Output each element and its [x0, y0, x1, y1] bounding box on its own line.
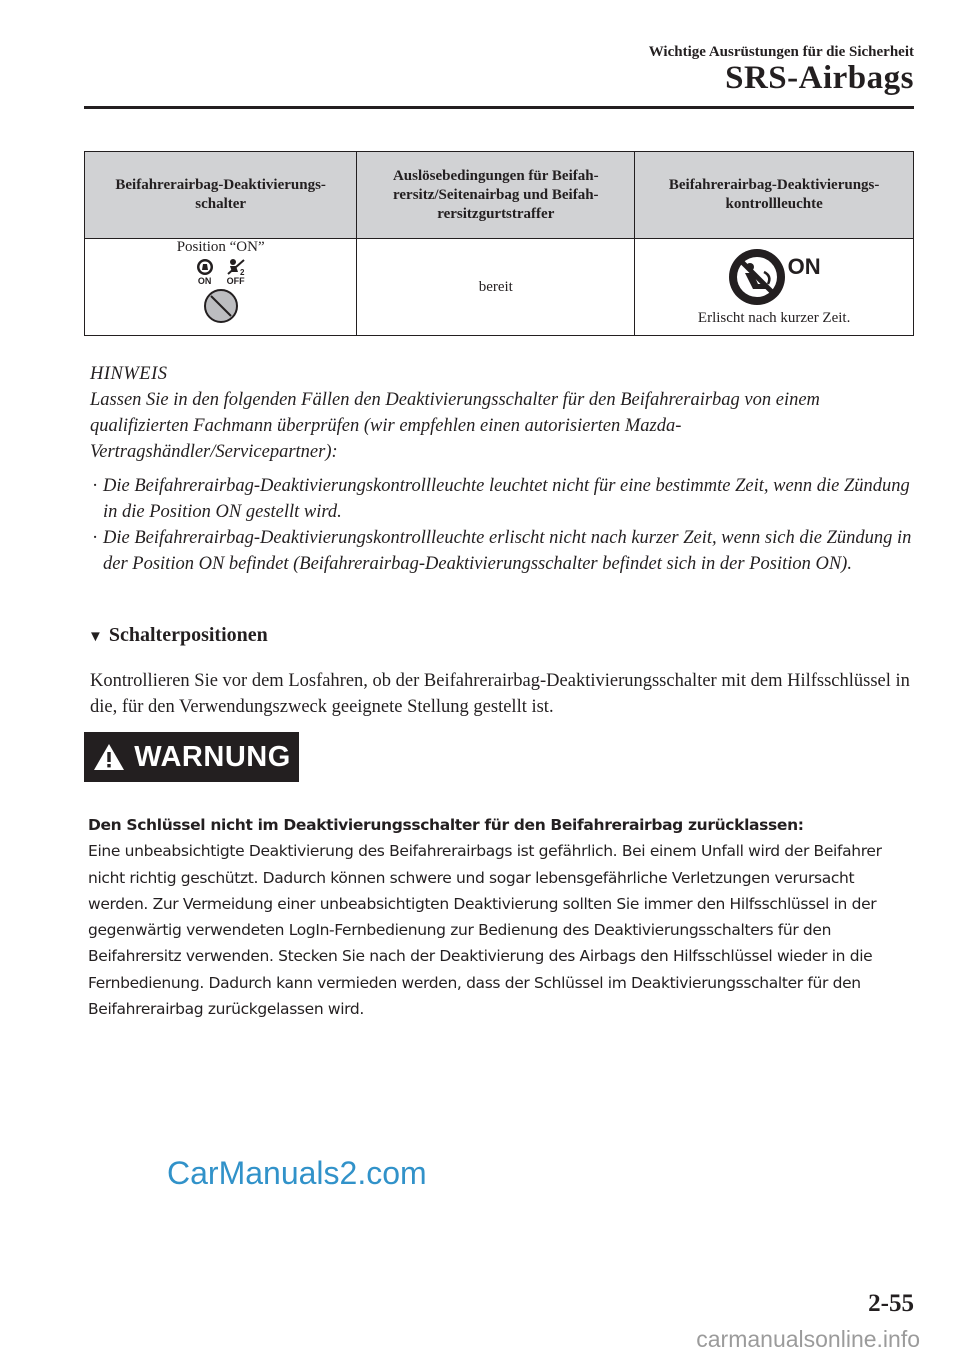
- table-header-indicator: Beifahrerairbag-Deaktivierungs-kontrollleuchte: [635, 152, 914, 239]
- indicator-on-label: ON: [787, 253, 821, 279]
- switch-position-label: Position “ON”: [176, 239, 265, 255]
- note-bullets: [90, 473, 916, 577]
- condition-cell: bereit: [357, 239, 635, 336]
- airbag-on-symbol: [195, 258, 215, 286]
- key-switch-knob-icon: [203, 288, 239, 324]
- airbag-on-icon: [195, 258, 215, 276]
- table-row: [85, 239, 914, 336]
- switch-on-label: ON: [197, 276, 212, 286]
- section-heading-text: Schalterpositionen: [108, 624, 268, 646]
- indicator-note: Erlischt nach kurzer Zeit.: [697, 309, 851, 326]
- warning-label: WARNUNG: [134, 740, 291, 773]
- airbag-off-icon: [225, 258, 247, 276]
- switch-icons: [85, 258, 356, 286]
- warning-body: Eine unbeabsichtigte Deaktivierung des Beifahrerairbags ist gefährlich. Bei einem Unfall wird der Beifahrer nicht richtig geschützt. Dadurch können schwere und sogar lebensgefährliche Verletzungen verursacht werden. Zur Vermeidung einer unbeabsichtigten Deaktivierung sollten Sie immer den Hilfsschlüssel in der gegenwärtig verwendeten LogIn-Fernbedienung zur Bedienung des Deaktivierungsschalters für den Beifahrersitz verwenden. Stecken Sie nach der Deaktivierung des Airbags den Hilfsschlüssel wieder in die Fernbedienung. Dadurch kann vermieden werden, dass der Schlüssel im Deaktivierungsschalter für den Beifahrerairbag zurückgelassen wird.: [88, 842, 882, 1019]
- note-block: [90, 361, 916, 577]
- header-rule: [84, 106, 914, 109]
- list-item: · Die Beifahrerairbag-Deaktivierungskontrollleuchte leuchtet nicht für eine bestimmte Zeit, wenn die Zündung in die Position ON gestellt wird.: [90, 473, 916, 525]
- note-title: HINWEIS: [90, 364, 168, 384]
- section-title: SRS-Airbags: [725, 60, 914, 96]
- watermark: CarManuals2.com: [167, 1155, 427, 1191]
- indicator-lamp: [635, 248, 913, 327]
- indicator-cell: [635, 239, 914, 336]
- switch-off-label: OFF: [226, 276, 245, 286]
- section-heading: [88, 624, 268, 647]
- warning-text-block: [88, 812, 918, 1022]
- section-text: Kontrollieren Sie vor dem Losfahren, ob der Beifahrerairbag-Deaktivierungsschalter mit dem Hilfsschlüssel in die, für den Verwendungszweck geeignete Stellung gestellt ist.: [90, 671, 910, 717]
- airbag-off-symbol: [225, 258, 247, 286]
- warning-triangle-icon: [92, 742, 126, 772]
- warning-badge: [84, 732, 299, 782]
- passenger-airbag-deactivation-lamp-icon: [728, 248, 786, 306]
- airbag-status-table: [84, 151, 914, 336]
- triangle-marker-icon: ▼: [88, 629, 103, 645]
- switch-cell: [85, 239, 357, 336]
- svg-text:2: 2: [239, 268, 245, 276]
- section-subtitle: Wichtige Ausrüstungen für die Sicherheit: [648, 44, 914, 60]
- table-header-conditions: Auslösebedingungen für Beifah-rersitz/Seitenairbag und Beifah-rersitzgurtstraffer: [357, 152, 635, 239]
- note-text: Lassen Sie in den folgenden Fällen den Deaktivierungsschalter für den Beifahrerairbag von einem qualifizierten Fachmann überprüfen (wir empfehlen einen autorisierten Mazda-Vertragshändler/Servicepartner):: [90, 390, 820, 462]
- warning-heading: Den Schlüssel nicht im Deaktivierungsschalter für den Beifahrerairbag zurücklassen:: [88, 816, 804, 834]
- table-header-switch: Beifahrerairbag-Deaktivierungs-schalter: [85, 152, 357, 239]
- footer-site-label: carmanualsonline.info: [696, 1326, 920, 1352]
- page-header: [84, 0, 914, 114]
- list-item: · Die Beifahrerairbag-Deaktivierungskontrollleuchte erlischt nicht nach kurzer Zeit, wenn sich die Zündung in der Position ON befindet (Beifahrerairbag-Deaktivierungsschalter befindet sich in der Position ON).: [90, 525, 916, 577]
- page-number: 2-55: [868, 1290, 914, 1317]
